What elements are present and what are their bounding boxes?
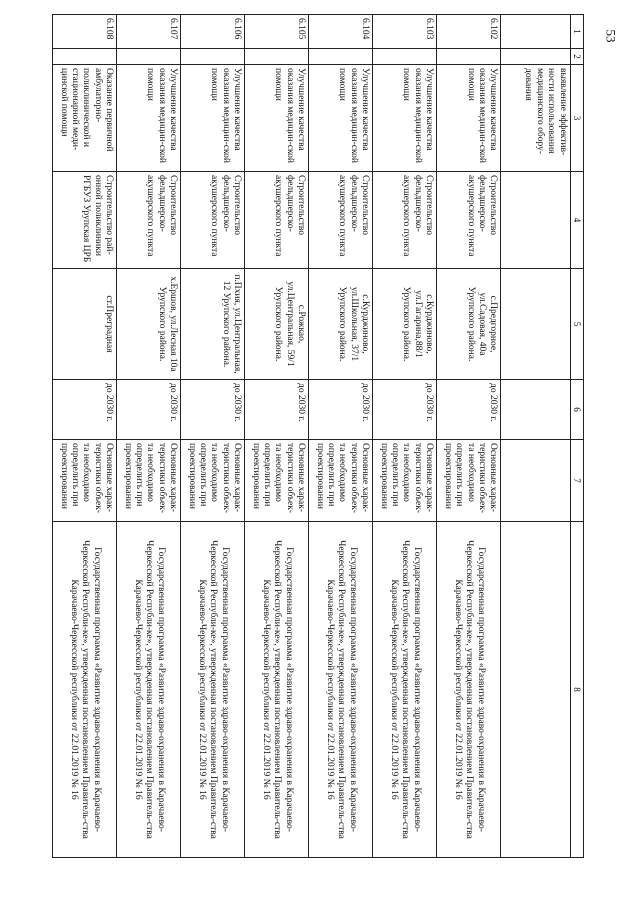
cell-object: Строительство фельдшерско-акушерского пункта [309,172,373,269]
cell-blank [309,49,373,65]
cell-number: 6.107 [117,15,181,49]
table-row [245,15,309,858]
table-row [53,15,117,858]
planned-objects-table [52,14,584,858]
cell-empty [501,15,570,49]
cell-location: с.Курджиново, ул.Гагарина,88/1 Урупского района. [373,269,437,380]
table-row [437,15,501,858]
document-page [52,14,584,857]
cell-purpose: Улучшение качества оказания медицин-ской помощи [117,65,181,172]
cell-number: 6.105 [245,15,309,49]
cell-location: п.Пхия, ул.Центральная, 12 Урупского района. [181,269,245,380]
cell-basis: Государственная программа «Развитие здраво-охранения в Карачаево-Черкесской Республи-ке», утвержденная постановлением Правитель-ства Карачаево-Черкесской республики от 22.01.2019 № 16 [245,522,309,858]
cell-basis: Государственная программа «Развитие здраво-охранения в Карачаево-Черкесской Республи-ке», утвержденная постановлением Правитель-ства Карачаево-Черкесской республики от 22.01.2019 № 16 [373,522,437,858]
cell-empty [501,440,570,522]
cell-purpose: Оказание первичной амбулаторно-поликлинической и стационарной меди-цинской помощи [53,65,117,172]
cell-number: 6.106 [181,15,245,49]
column-number: 3 [570,65,583,172]
cell-object: Строительство фельдшерско-акушерского пункта [245,172,309,269]
page-number: 53 [603,29,619,43]
cell-characteristics: Основные харак-теристики объек-та необходимо определить при проектировании [309,440,373,522]
cell-purpose: Улучшение качества оказания медицин-ской помощи [245,65,309,172]
cell-location: ст.Преградная [53,269,117,380]
continuation-row [501,15,570,858]
cell-deadline: до 2030 г. [373,380,437,440]
cell-number: 6.102 [437,15,501,49]
table-row [373,15,437,858]
cell-basis: Государственная программа «Развитие здраво-охранения в Карачаево-Черкесской Республи-ке», утвержденная постановлением Правитель-ства Карачаево-Черкесской республики от 22.01.2019 № 16 [181,522,245,858]
cell-number: 6.104 [309,15,373,49]
cell-blank [181,49,245,65]
cell-purpose: выявление эффектив-ности использования медицинского обору-дования [501,65,570,172]
cell-characteristics: Основные харак-теристики объек-та необходимо определить при проектировании [53,440,117,522]
cell-blank [117,49,181,65]
cell-deadline: до 2030 г. [117,380,181,440]
cell-deadline: до 2030 г. [437,380,501,440]
cell-purpose: Улучшение качества оказания медицин-ской помощи [373,65,437,172]
cell-characteristics: Основные харак-теристики объек-та необходимо определить при проектировании [373,440,437,522]
cell-deadline: до 2030 г. [53,380,117,440]
column-number: 7 [570,440,583,522]
cell-empty [501,49,570,65]
cell-deadline: до 2030 г. [309,380,373,440]
cell-purpose: Улучшение качества оказания медицин-ской помощи [309,65,373,172]
cell-number: 6.108 [53,15,117,49]
cell-object: Строительство фельдшерско-акушерского пункта [181,172,245,269]
cell-object: Строительство фельдшерско-акушерского пункта [117,172,181,269]
cell-location: с.Предгорное, ул.Садовая, 40а Урупского района. [437,269,501,380]
column-number: 6 [570,380,583,440]
cell-object: Строительство фельдшерско-акушерского пункта [437,172,501,269]
column-number: 5 [570,269,583,380]
table-row [117,15,181,858]
column-number: 4 [570,172,583,269]
cell-empty [501,269,570,380]
column-number-row [570,15,583,858]
cell-object: Строительство фельдшерско-акушерского пункта [373,172,437,269]
cell-empty [501,522,570,858]
cell-basis: Государственная программа «Развитие здраво-охранения в Карачаево-Черкесской Республи-ке», утвержденная постановлением Правитель-ства Карачаево-Черкесской республики от 22.01.2019 № 16 [437,522,501,858]
cell-characteristics: Основные харак-теристики объек-та необходимо определить при проектировании [181,440,245,522]
cell-location: с.Рожкао, ул.Центральная, 59/1 Урупского района. [245,269,309,380]
table-row [181,15,245,858]
cell-characteristics: Основные харак-теристики объек-та необходимо определить при проектировании [245,440,309,522]
cell-blank [373,49,437,65]
cell-location: х.Ершов, ул.Лесная 10а Урупского района. [117,269,181,380]
cell-blank [245,49,309,65]
cell-location: с.Курджиново, ул.Школьная, 37/1 Урупского района. [309,269,373,380]
cell-empty [501,172,570,269]
cell-basis: Государственная программа «Развитие здраво-охранения в Карачаево-Черкесской Республи-ке», утвержденная постановлением Правитель-ства Карачаево-Черкесской республики от 22.01.2019 № 16 [117,522,181,858]
cell-characteristics: Основные харак-теристики объек-та необходимо определить при проектировании [117,440,181,522]
cell-object: Строительство рай-онной поликлиники РГБУЗ Урупская ЦРБ [53,172,117,269]
column-number: 2 [570,49,583,65]
cell-purpose: Улучшение качества оказания медицин-ской помощи [437,65,501,172]
cell-deadline: до 2030 г. [181,380,245,440]
cell-basis: Государственная программа «Развитие здраво-охранения в Карачаево-Черкесской Республи-ке», утвержденная постановлением Правитель-ства Карачаево-Черкесской республики от 22.01.2019 № 16 [309,522,373,858]
cell-empty [501,380,570,440]
cell-deadline: до 2030 г. [245,380,309,440]
cell-purpose: Улучшение качества оказания медицин-ской помощи [181,65,245,172]
table-row [309,15,373,858]
cell-characteristics: Основные харак-теристики объек-та необходимо определить при проектировании [437,440,501,522]
cell-basis: Государственная программа «Развитие здраво-охранения в Карачаево-Черкесской Республи-ке», утвержденная постановлением Правитель-ства Карачаево-Черкесской республики от 22.01.2019 № 16 [53,522,117,858]
cell-blank [53,49,117,65]
column-number: 1 [570,15,583,49]
cell-blank [437,49,501,65]
column-number: 8 [570,522,583,858]
cell-number: 6.103 [373,15,437,49]
